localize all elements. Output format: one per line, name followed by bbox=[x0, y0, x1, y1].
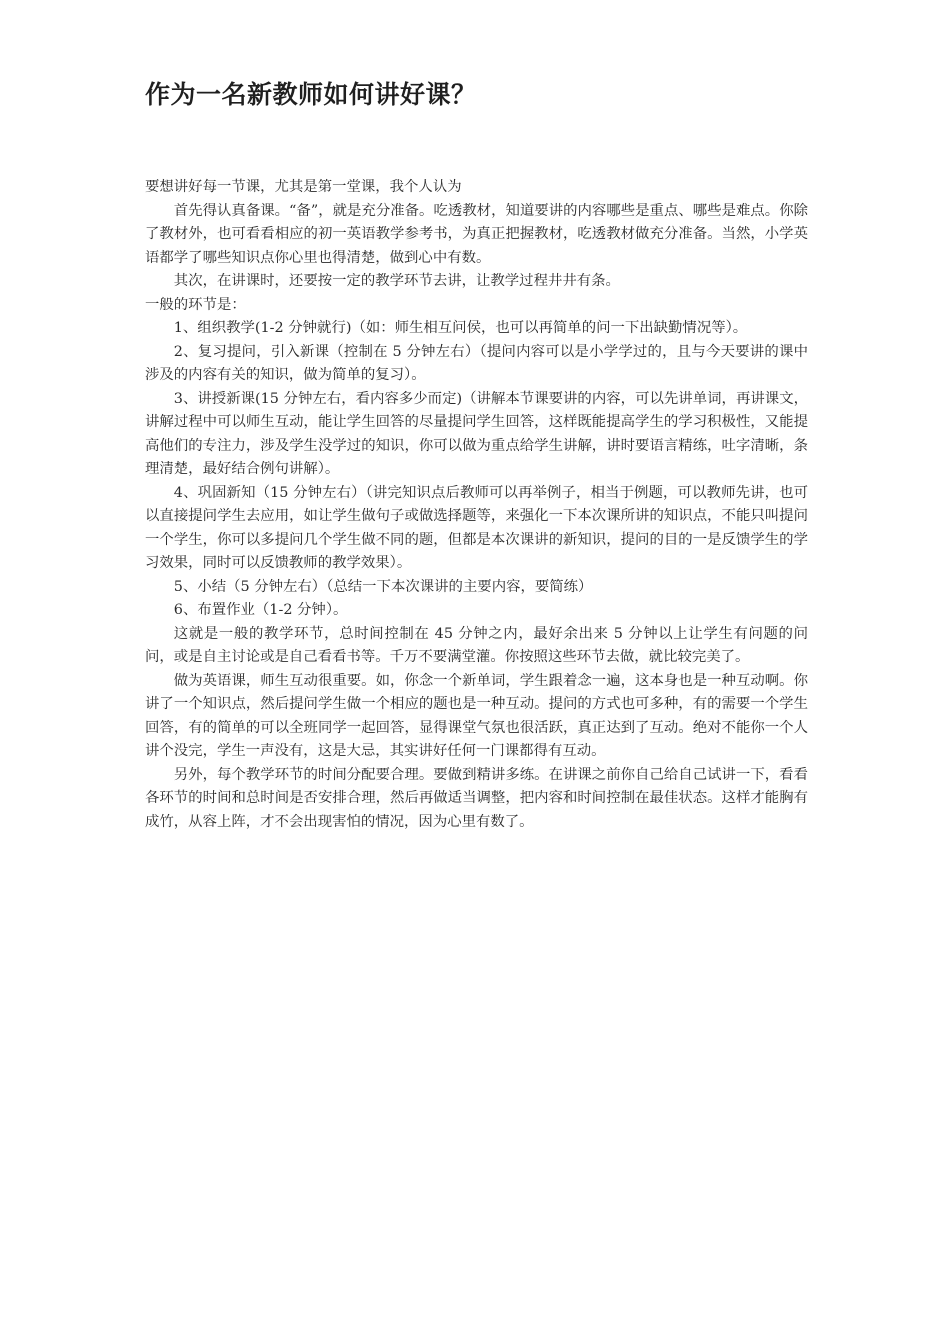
paragraph-summary: 这就是一般的教学环节，总时间控制在 45 分钟之内，最好余出来 5 分钟以上让学生有问题的问问，或是自主讨论或是自己看看书等。千万不要满堂灌。你按照这些环节去做，就比较完美了。 bbox=[145, 625, 808, 665]
paragraph-prepare: 首先得认真备课。“备”，就是充分准备。吃透教材，知道要讲的内容哪些是重点、哪些是难点。你除了教材外，也可看看相应的初一英语教学参考书，为真正把握教材，吃透教材做充分准备。当然，小学英语都学了哪些知识点你心里也得清楚，做到心中有数。 bbox=[145, 202, 808, 266]
paragraph-step-1: 1、组织教学(1-2 分钟就行)（如：师生相互问侯，也可以再简单的问一下出缺勤情况等）。 bbox=[173, 320, 748, 336]
paragraph-step-2: 2、复习提问，引入新课（控制在 5 分钟左右）（提问内容可以是小学学过的，且与今天要讲的课中涉及的内容有关的知识，做为简单的复习）。 bbox=[145, 343, 808, 383]
paragraph-step-5: 5、小结（5 分钟左右）（总结一下本次课讲的主要内容，要简练） bbox=[173, 578, 593, 595]
paragraph-time-allocation: 另外，每个教学环节的时间分配要合理。要做到精讲多练。在讲课之前你自己给自己试讲一下，看看各环节的时间和总时间是否安排合理，然后再做适当调整，把内容和时间控制在最佳状态。这样才能胸有成竹，从容上阵，才不会出现害怕的情况，因为心里有数了。 bbox=[145, 766, 808, 830]
paragraph-interaction: 做为英语课，师生互动很重要。如，你念一个新单词，学生跟着念一遍，这本身也是一种互动啊。你讲了一个知识点，然后提问学生做一个相应的题也是一种互动。提问的方式也可多种，有的需要一个学生回答，有的简单的可以全班同学一起回答，显得课堂气氛也很活跃，真正达到了互动。绝对不能你一个人讲个没完，学生一声没有，这是大忌，其实讲好任何一门课都得有互动。 bbox=[145, 672, 808, 759]
paragraph-step-4: 4、巩固新知（15 分钟左右）（讲完知识点后教师可以再举例子，相当于例题，可以教师先讲，也可以直接提问学生去应用，如让学生做句子或做选择题等，来强化一下本次课所讲的知识点，不能只叫提问一个学生，你可以多提问几个学生做不同的题，但都是本次课讲的新知识，提问的目的一是反馈学生的学习效果，同时可以反馈教师的教学效果）。 bbox=[145, 484, 808, 571]
paragraph-step-6: 6、布置作业（1-2 分钟）。 bbox=[173, 602, 348, 618]
page-title: 作为一名新教师如何讲好课？ bbox=[145, 80, 477, 109]
document-body bbox=[145, 176, 808, 834]
paragraph-steps-heading: 一般的环节是： bbox=[145, 296, 246, 313]
paragraph-intro: 要想讲好每一节课，尤其是第一堂课，我个人认为 bbox=[145, 179, 462, 195]
paragraph-step-3: 3、讲授新课(15 分钟左右，看内容多少而定)（讲解本节课要讲的内容，可以先讲单词，再讲课文，讲解过程中可以师生互动，能让学生回答的尽量提问学生回答，这样既能提高学生的学习积极性，又能提高他们的专注力，涉及学生没学过的知识，你可以做为重点给学生讲解，讲时要语言精练，吐字清晰，条理清楚，最好结合例句讲解）。 bbox=[145, 390, 808, 477]
paragraph-second: 其次，在讲课时，还要按一定的教学环节去讲，让教学过程井井有条。 bbox=[173, 273, 620, 289]
